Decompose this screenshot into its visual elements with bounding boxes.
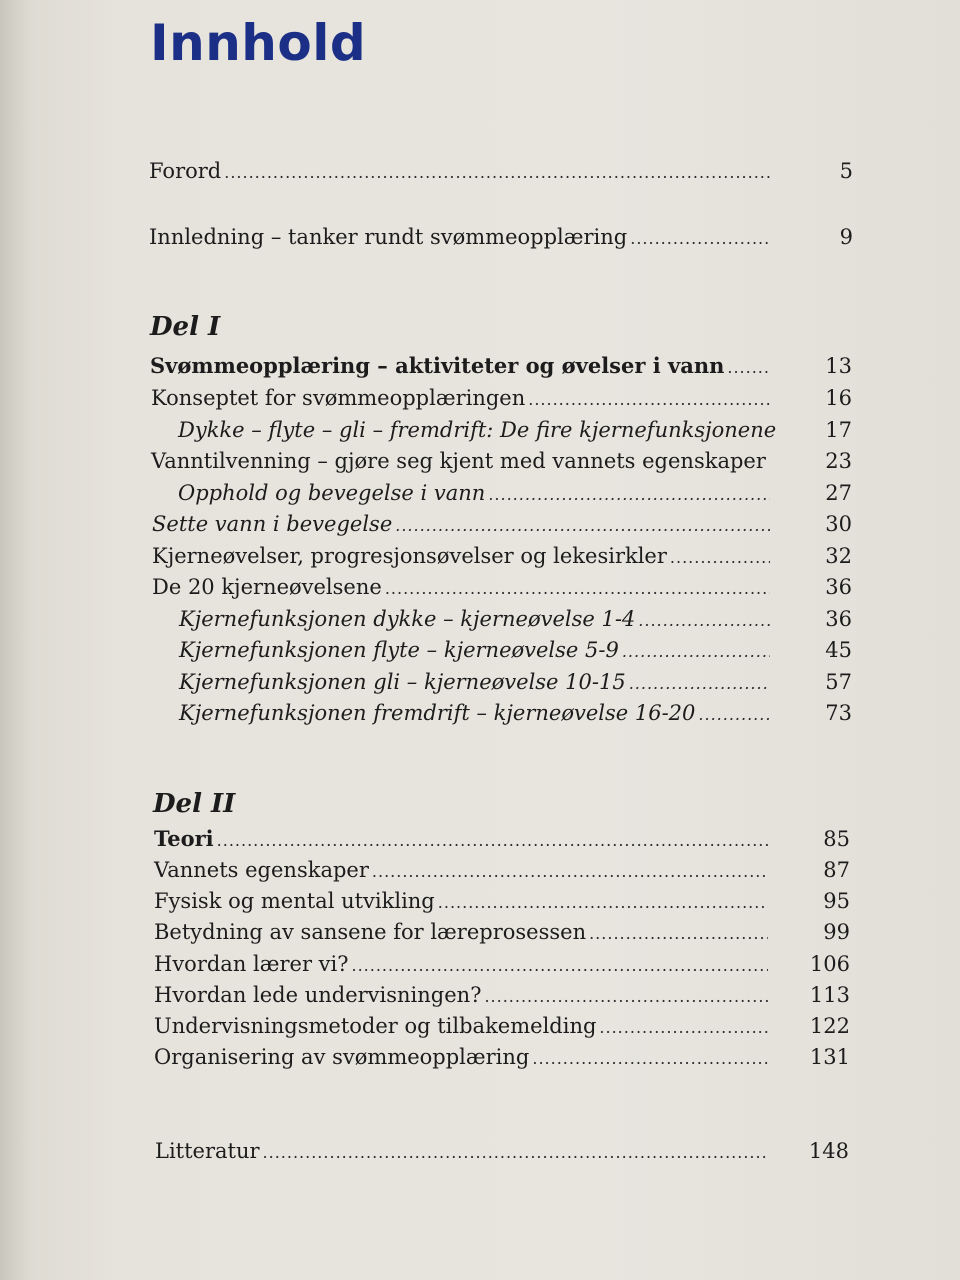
toc-entry-kjerneovelser [152, 541, 852, 571]
dot-leader [484, 982, 768, 1012]
toc-entry-label: Litteratur [155, 1139, 260, 1163]
toc-entry-label: Undervisningsmetoder og tilbakemelding [154, 1014, 597, 1038]
dot-leader [352, 951, 769, 981]
toc-entry-label: Kjerneøvelser, progresjonsøvelser og lekesirkler [152, 544, 667, 568]
toc-entry-label: Kjernefunksjonen flyte – kjerneøvelse 5-9 [179, 638, 619, 662]
toc-entry-de-20-kjerneovelsene [152, 572, 852, 602]
toc-page-number: 17 [825, 418, 852, 442]
toc-entry-litteratur [155, 1136, 849, 1166]
toc-entry-betydning [154, 917, 850, 947]
dot-leader [224, 158, 771, 188]
toc-entry-organisering [154, 1042, 850, 1072]
toc-entry-hvordan-lede [154, 980, 850, 1010]
toc-entry-label: Sette vann i bevegelse [152, 512, 393, 536]
toc-page-number: 30 [825, 512, 852, 536]
toc-entry-label: Hvordan lærer vi? [154, 952, 349, 976]
toc-entry-label: De 20 kjerneøvelsene [152, 575, 382, 599]
dot-leader [589, 919, 768, 949]
toc-page-number: 13 [825, 354, 852, 378]
toc-entry-label: Opphold og bevegelse i vann [178, 481, 486, 505]
toc-page-number: 122 [809, 1014, 850, 1038]
toc-entry-vannets-egenskaper [154, 855, 850, 885]
toc-entry-dykke-flyte-gli [178, 415, 852, 445]
toc-page-number: 87 [823, 858, 850, 882]
dot-leader [630, 224, 771, 254]
toc-page-number: 95 [823, 889, 850, 913]
toc-entry-flyte [179, 635, 852, 665]
toc-page-number: 9 [839, 225, 853, 249]
toc-entry-label: Vanntilvenning – gjøre seg kjent med vannets egenskaper [151, 449, 766, 473]
toc-entry-label: Svømmeopplæring – aktiviteter og øvelser i vann [150, 353, 725, 378]
toc-entry-fysisk [154, 886, 850, 916]
toc-entry-label: Forord [149, 159, 222, 183]
toc-entry-hvordan-laerer [154, 949, 850, 979]
section-heading-del-1: Del I [150, 312, 221, 342]
toc-entry-label: Kjernefunksjonen dykke – kjerneøvelse 1-4 [179, 607, 636, 631]
toc-entry-label: Organisering av svømmeopplæring [154, 1045, 530, 1069]
toc-page-number: 148 [808, 1139, 849, 1163]
toc-entry-vanntilvenning [151, 446, 852, 476]
toc-entry-label: Dykke – flyte – gli – fremdrift: De fire kjernefunksjonene [178, 418, 777, 442]
dot-leader [263, 1138, 767, 1168]
toc-entry-forord [149, 156, 853, 186]
section-heading-del-2: Del II [153, 789, 236, 819]
dot-leader [217, 826, 768, 856]
dot-leader [698, 700, 770, 730]
dot-leader [385, 574, 770, 604]
toc-page-number: 23 [825, 449, 852, 473]
toc-page-number: 113 [809, 983, 850, 1007]
dot-leader [395, 511, 770, 541]
toc-entry-label: Hvordan lede undervisningen? [154, 983, 482, 1007]
toc-entry-svommeopplaering [150, 351, 852, 381]
toc-entry-dykke [179, 604, 852, 634]
toc-entry-label: Teori [154, 826, 214, 851]
toc-entry-opphold [178, 478, 852, 508]
toc-page-number: 57 [825, 670, 852, 694]
dot-leader [769, 448, 770, 478]
toc-entry-label: Betydning av sansene for læreprosessen [154, 920, 587, 944]
toc-page-number: 36 [825, 607, 852, 631]
toc-entry-konseptet [151, 383, 852, 413]
dot-leader [438, 888, 768, 918]
dot-leader [629, 669, 770, 699]
dot-leader [622, 637, 770, 667]
dot-leader [670, 543, 770, 573]
toc-entry-undervisningsmetoder [154, 1011, 850, 1041]
toc-entry-label: Kjernefunksjonen gli – kjerneøvelse 10-15 [179, 670, 626, 694]
dot-leader [488, 480, 770, 510]
toc-entry-fremdrift [179, 698, 852, 728]
dot-leader [638, 606, 770, 636]
dot-leader [599, 1013, 768, 1043]
toc-entry-label: Innledning – tanker rundt svømmeopplæring [149, 225, 628, 249]
toc-page-number: 16 [825, 386, 852, 410]
toc-page-number: 85 [823, 827, 850, 851]
toc-page-number: 5 [839, 159, 853, 183]
toc-entry-sette-vann [152, 509, 852, 539]
toc-entry-label: Konseptet for svømmeopplæringen [151, 386, 526, 410]
toc-page-number: 99 [823, 920, 850, 944]
toc-entry-label: Fysisk og mental utvikling [154, 889, 435, 913]
dot-leader [528, 385, 770, 415]
toc-page-number: 106 [809, 952, 850, 976]
toc-page-number: 32 [825, 544, 852, 568]
toc-page-number: 45 [825, 638, 852, 662]
toc-entry-innledning [149, 222, 853, 252]
toc-page-number: 27 [825, 481, 852, 505]
toc-page-number: 131 [809, 1045, 850, 1069]
toc-entry-teori [154, 824, 850, 854]
toc-entry-gli [179, 667, 852, 697]
toc-page-number: 73 [825, 701, 852, 725]
dot-leader [532, 1044, 768, 1074]
dot-leader [372, 857, 768, 887]
toc-entry-label: Vannets egenskaper [154, 858, 369, 882]
toc-entry-label: Kjernefunksjonen fremdrift – kjerneøvelse 16-20 [179, 701, 696, 725]
page-title: Innhold [150, 14, 367, 72]
dot-leader [727, 353, 770, 383]
toc-page-number: 36 [825, 575, 852, 599]
